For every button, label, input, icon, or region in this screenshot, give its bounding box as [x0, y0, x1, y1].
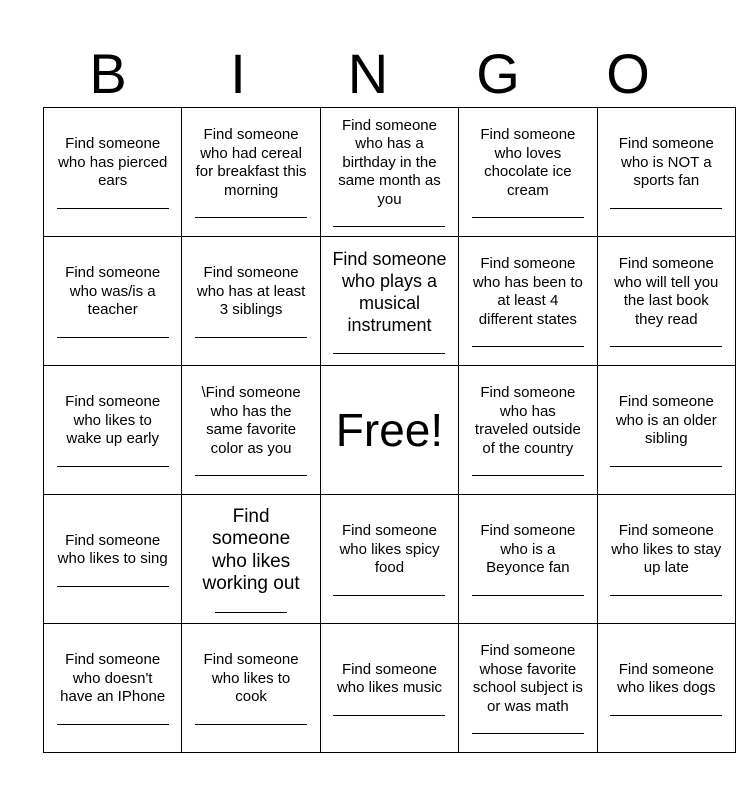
cell-prompt: Find someone who plays a musical instrument	[332, 249, 447, 335]
board-row	[44, 624, 736, 753]
bingo-cell[interactable]	[459, 237, 597, 366]
answer-line	[333, 353, 445, 354]
answer-line	[195, 475, 307, 476]
cell-prompt: \Find someone who has the same favorite color as you	[201, 384, 301, 457]
bingo-cell[interactable]	[597, 366, 735, 495]
cell-prompt: Find someone who likes dogs	[617, 660, 716, 696]
bingo-cell[interactable]	[182, 108, 320, 237]
bingo-cell[interactable]	[597, 624, 735, 753]
bingo-cell[interactable]	[320, 108, 458, 237]
cell-prompt: Find someone who is an older sibling	[615, 393, 717, 448]
header-letter-b: B	[89, 42, 127, 105]
bingo-cell[interactable]	[320, 495, 458, 624]
bingo-cell[interactable]	[459, 366, 597, 495]
answer-line	[610, 208, 722, 209]
bingo-cell[interactable]	[44, 237, 182, 366]
bingo-cell[interactable]	[182, 624, 320, 753]
bingo-cell[interactable]	[597, 495, 735, 624]
answer-line	[610, 595, 722, 596]
answer-line	[57, 586, 169, 587]
cell-prompt: Find someone who had cereal for breakfast this morning	[195, 126, 307, 199]
answer-line	[610, 715, 722, 716]
answer-line	[57, 724, 169, 725]
bingo-cell[interactable]	[597, 237, 735, 366]
answer-line	[333, 226, 445, 227]
answer-line	[333, 715, 445, 716]
answer-line	[472, 475, 584, 476]
bingo-cell[interactable]	[597, 108, 735, 237]
cell-prompt: Find someone who likes music	[336, 660, 442, 696]
cell-prompt: Find someone whose favorite school subject is or was math	[472, 642, 583, 715]
answer-line	[195, 217, 307, 218]
header-letter-g: G	[476, 42, 520, 105]
bingo-cell[interactable]	[459, 108, 597, 237]
bingo-cell[interactable]	[459, 495, 597, 624]
bingo-cell[interactable]	[320, 237, 458, 366]
cell-prompt: Find someone who doesn't have an IPhone	[60, 651, 166, 706]
cell-prompt: Find someone who likes to stay up late	[611, 522, 722, 577]
answer-line	[472, 217, 584, 218]
answer-line	[57, 337, 169, 338]
bingo-cell[interactable]	[182, 366, 320, 495]
answer-line	[472, 346, 584, 347]
free-space-label: Free!	[335, 404, 444, 456]
cell-prompt: Find someone who likes spicy food	[339, 522, 440, 577]
board-row	[44, 237, 736, 366]
cell-prompt: Find someone who has been to at least 4 different states	[472, 255, 583, 328]
cell-prompt: Find someone who likes to cook	[203, 651, 299, 706]
cell-prompt: Find someone who is NOT a sports fan	[618, 135, 714, 190]
bingo-header	[43, 40, 693, 108]
answer-line	[195, 724, 307, 725]
bingo-cell[interactable]	[44, 495, 182, 624]
bingo-cell[interactable]	[44, 366, 182, 495]
cell-prompt: Find someone who has a birthday in the same month as you	[338, 116, 441, 208]
cell-prompt: Find someone who is a Beyonce fan	[480, 522, 576, 577]
answer-line	[472, 595, 584, 596]
bingo-cell[interactable]	[182, 495, 320, 624]
answer-line	[195, 337, 307, 338]
header-letter-o: O	[606, 42, 650, 105]
bingo-cell[interactable]	[44, 624, 182, 753]
bingo-cell[interactable]	[44, 108, 182, 237]
free-space-cell[interactable]	[320, 366, 458, 495]
answer-line	[610, 466, 722, 467]
cell-prompt: Find someone who likes working out	[202, 505, 300, 594]
answer-line	[57, 208, 169, 209]
cell-prompt: Find someone who has traveled outside of the country	[474, 384, 581, 457]
answer-line	[333, 595, 445, 596]
cell-prompt: Find someone who likes to sing	[57, 531, 168, 567]
bingo-board	[43, 107, 736, 753]
cell-prompt: Find someone who loves chocolate ice cream	[480, 126, 576, 199]
bingo-cell[interactable]	[320, 624, 458, 753]
cell-prompt: Find someone who likes to wake up early	[65, 393, 161, 448]
board-row	[44, 495, 736, 624]
answer-line	[57, 466, 169, 467]
header-letter-i: I	[230, 42, 246, 105]
answer-line	[472, 733, 584, 734]
cell-prompt: Find someone who will tell you the last book they read	[614, 255, 719, 328]
bingo-cell[interactable]	[459, 624, 597, 753]
bingo-cell[interactable]	[182, 237, 320, 366]
cell-prompt: Find someone who was/is a teacher	[65, 264, 161, 319]
answer-line	[610, 346, 722, 347]
cell-prompt: Find someone who has pierced ears	[58, 135, 168, 190]
answer-line	[215, 612, 287, 613]
board-row	[44, 366, 736, 495]
header-letter-n: N	[347, 42, 389, 105]
cell-prompt: Find someone who has at least 3 siblings	[196, 264, 306, 319]
board-row	[44, 108, 736, 237]
